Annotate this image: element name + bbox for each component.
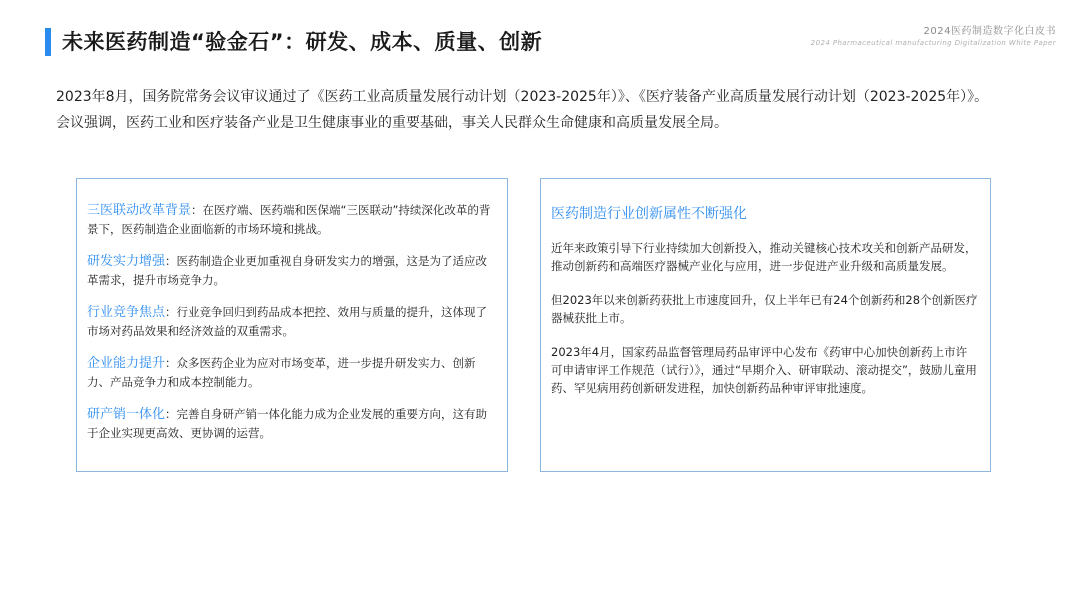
item-heading: 三医联动改革背景 bbox=[87, 203, 192, 218]
right-panel bbox=[540, 178, 991, 472]
right-paragraph: 但2023年以来创新药获批上市速度回升，仅上半年已有24个创新药和28个创新医疗器械获批上市。 bbox=[551, 293, 978, 325]
item-heading: 企业能力提升 bbox=[87, 356, 166, 371]
brand-title-cn: 2024医药制造数字化白皮书 bbox=[923, 26, 1056, 37]
item-body: ：在医疗端、医药端和医保端“三医联动”持续深化改革的背景下，医药制造企业面临新的市场环境和挑战。 bbox=[87, 203, 491, 236]
left-panel bbox=[76, 178, 508, 472]
item-body: ：完善自身研产销一体化能力成为企业发展的重要方向，这有助于企业实现更高效、更协调的运营。 bbox=[87, 407, 488, 440]
intro-paragraph: 2023年8月，国务院常务会议审议通过了《医药工业高质量发展行动计划（2023-2025年）》、《医疗装备产业高质量发展行动计划（2023-2025年）》。会议强调，医药工业和医疗装备产业是卫生健康事业的重要基础，事关人民群众生命健康和高质量发展全局。 bbox=[56, 89, 989, 131]
brand-title-en: 2024 Pharmaceutical manufacturing Digitalization White Paper bbox=[810, 39, 1056, 47]
list-item bbox=[87, 252, 495, 289]
right-panel-title: 医药制造行业创新属性不断强化 bbox=[551, 206, 747, 222]
page-title: 未来医药制造“验金石”：研发、成本、质量、创新 bbox=[62, 30, 543, 54]
item-body: ：医药制造企业更加重视自身研发实力的增强，这是为了适应改革需求，提升市场竞争力。 bbox=[87, 254, 488, 287]
right-paragraph: 近年来政策引导下行业持续加大创新投入，推动关键核心技术攻关和创新产品研发，推动创新药和高端医疗器械产业化与应用，进一步促进产业升级和高质量发展。 bbox=[551, 241, 977, 273]
right-paragraph: 2023年4月，国家药品监督管理局药品审评中心发布《药审中心加快创新药上市许可申请审评工作规范（试行）》，通过“早期介入、研审联动、滚动提交”，鼓励儿童用药、罕见病用药创新研发进程，加快创新药品种审评审批速度。 bbox=[551, 345, 977, 395]
item-heading: 研产销一体化 bbox=[87, 407, 166, 422]
list-item bbox=[87, 405, 495, 442]
list-item bbox=[87, 201, 495, 238]
item-heading: 行业竞争焦点 bbox=[87, 305, 166, 320]
brand-block bbox=[811, 22, 1056, 47]
item-heading: 研发实力增强 bbox=[87, 254, 166, 269]
item-body: ：行业竞争回归到药品成本把控、效用与质量的提升，这体现了市场对药品效果和经济效益的双重需求。 bbox=[87, 305, 488, 338]
list-item bbox=[87, 303, 495, 340]
item-body: ：众多医药企业为应对市场变革，进一步提升研发实力、创新力、产品竞争力和成本控制能力。 bbox=[87, 356, 476, 389]
title-accent-bar bbox=[45, 28, 51, 56]
list-item bbox=[87, 354, 495, 391]
